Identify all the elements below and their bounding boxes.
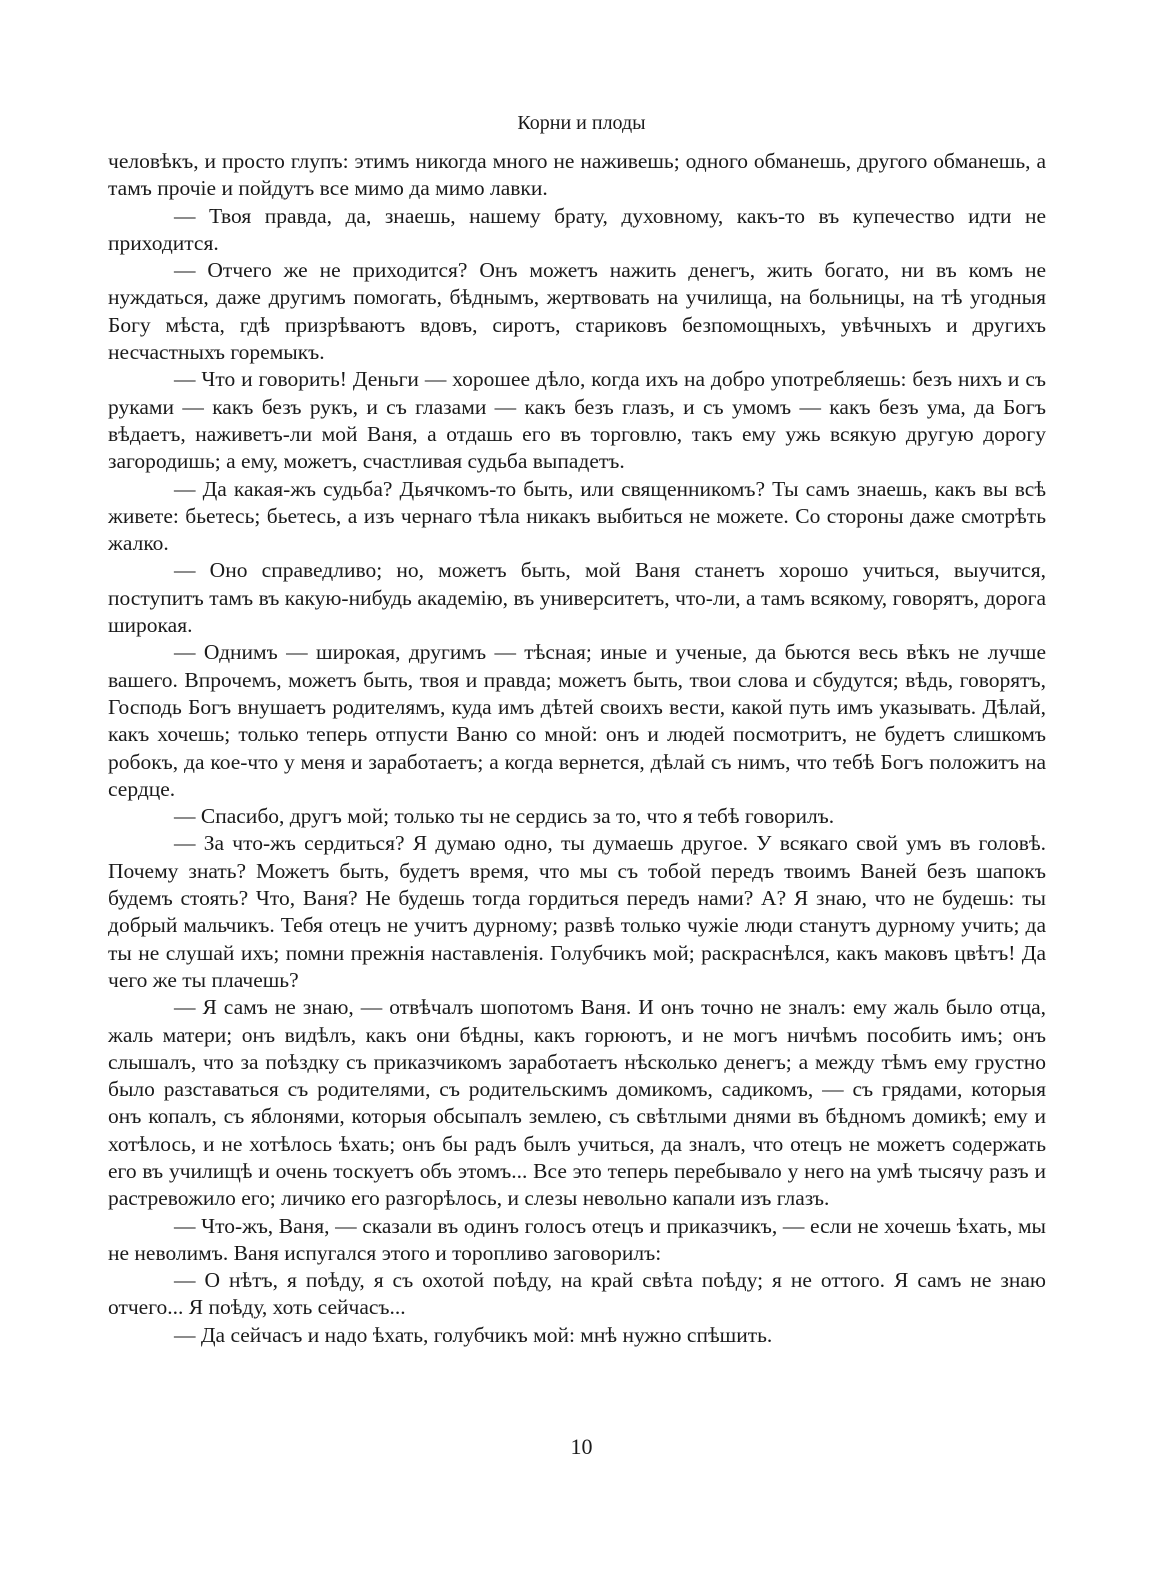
paragraph: — За что-жъ сердиться? Я думаю одно, ты думаешь другое. У всякаго свой умъ въ головѣ. Почему знать? Можетъ быть, будетъ время, что мы съ тобой передъ твоимъ Ваней безъ шапокъ будемъ стоять? Что, Ваня? Не будешь тогда гордиться передъ нами? А? Я знаю, что не будешь: ты добрый мальчикъ. Тебя отецъ не учитъ дурному; развѣ только чужіе люди станутъ дурному учить; да ты не слушай ихъ; помни прежнія наставленія. Голубчикъ мой; раскраснѣлся, какъ маковъ цвѣтъ! Да чего же ты плачешь?	[108, 831, 1046, 992]
paragraph: — О нѣтъ, я поѣду, я съ охотой поѣду, на край свѣта поѣду; я не оттого. Я самъ не знаю отчего... Я поѣду, хоть сейчасъ...	[108, 1268, 1046, 1320]
paragraph: — Да сейчасъ и надо ѣхать, голубчикъ мой: мнѣ нужно спѣшить.	[174, 1322, 773, 1347]
page-number: 10	[570, 1434, 593, 1459]
paragraph: — Твоя правда, да, знаешь, нашему брату, духовному, какъ-то въ купечество идти не приходится.	[108, 203, 1046, 255]
text-body	[108, 148, 1046, 1349]
paragraph: — Спасибо, другъ мой; только ты не сердись за то, что я тебѣ говорилъ.	[174, 804, 835, 829]
paragraph: — Однимъ — широкая, другимъ — тѣсная; иные и ученые, да бьются весь вѣкъ не лучше вашего. Впрочемъ, можетъ быть, твоя и правда; можетъ быть, твои слова и сбудутся; вѣдь, говорятъ, Господь Богъ внушаетъ родителямъ, куда имъ дѣтей своихъ вести, какой путь имъ указывать. Дѣлай, какъ хочешь; только теперь отпусти Ваню со мной: онъ и людей посмотритъ, не будетъ слишкомъ робокъ, да кое-что у меня и заработаетъ; а когда вернется, дѣлай съ нимъ, что тебѣ Богъ положитъ на сердце.	[108, 640, 1046, 801]
paragraph: — Что и говорить! Деньги — хорошее дѣло, когда ихъ на добро употребляешь: безъ нихъ и съ руками — какъ безъ рукъ, и съ глазами — какъ безъ глазъ, и съ умомъ — какъ безъ ума, да Богъ вѣдаетъ, наживетъ-ли мой Ваня, а отдашь его въ торговлю, такъ ему ужь всякую другую дорогу загородишь; а ему, можетъ, счастливая судьба выпадетъ.	[108, 367, 1046, 474]
paragraph: — Я самъ не знаю, — отвѣчалъ шопотомъ Ваня. И онъ точно не зналъ: ему жаль было отца, жаль матери; онъ видѣлъ, какъ они бѣдны, какъ горюютъ, и не могъ ничѣмъ пособить имъ; онъ слышалъ, что за поѣздку съ приказчикомъ заработаетъ нѣсколько денегъ; а между тѣмъ ему грустно было разставаться съ родителями, съ родительскимъ домикомъ, садикомъ, — съ грядами, которыя онъ копалъ, съ яблонями, которыя обсыпалъ землею, съ свѣтлыми днями въ бѣдномъ домикѣ; ему и хотѣлось, и не хотѣлось ѣхать; онъ бы радъ былъ учиться, да зналъ, что отецъ не можетъ содержать его въ училищѣ и очень тоскуетъ объ этомъ... Все это теперь перебывало у него на умѣ тысячу разъ и растревожило его; личико его разгорѣлось, и слезы невольно капали изъ глазъ.	[108, 995, 1046, 1211]
paragraph: — Да какая-жъ судьба? Дьячкомъ-то быть, или священникомъ? Ты самъ знаешь, какъ вы всѣ живете: бьетесь; бьетесь, а изъ чернаго тѣла никакъ выбиться не можете. Со стороны даже смотрѣть жалко.	[108, 476, 1046, 556]
paragraph: — Оно справедливо; но, можетъ быть, мой Ваня станетъ хорошо учиться, выучится, поступитъ тамъ въ какую-нибудь академію, въ университетъ, что-ли, а тамъ всякому, говорятъ, дорога широкая.	[108, 558, 1046, 638]
paragraph: — Что-жъ, Ваня, — сказали въ одинъ голосъ отецъ и приказчикъ, — если не хочешь ѣхать, мы не неволимъ. Ваня испугался этого и торопливо заговорилъ:	[108, 1213, 1046, 1265]
running-head: Корни и плоды	[517, 112, 646, 134]
paragraph: человѣкъ, и просто глупъ: этимъ никогда много не наживешь; одного обманешь, другого обманешь, а тамъ прочіе и пойдутъ все мимо да мимо лавки.	[108, 149, 1046, 201]
paragraph: — Отчего же не приходится? Онъ можетъ нажить денегъ, жить богато, ни въ комъ не нуждаться, даже другимъ помогать, бѣднымъ, жертвовать на училища, на больницы, на тѣ угодныя Богу мѣста, гдѣ призрѣваютъ вдовъ, сиротъ, стариковъ безпомощныхъ, увѣчныхъ и другихъ несчастныхъ горемыкъ.	[108, 258, 1046, 365]
